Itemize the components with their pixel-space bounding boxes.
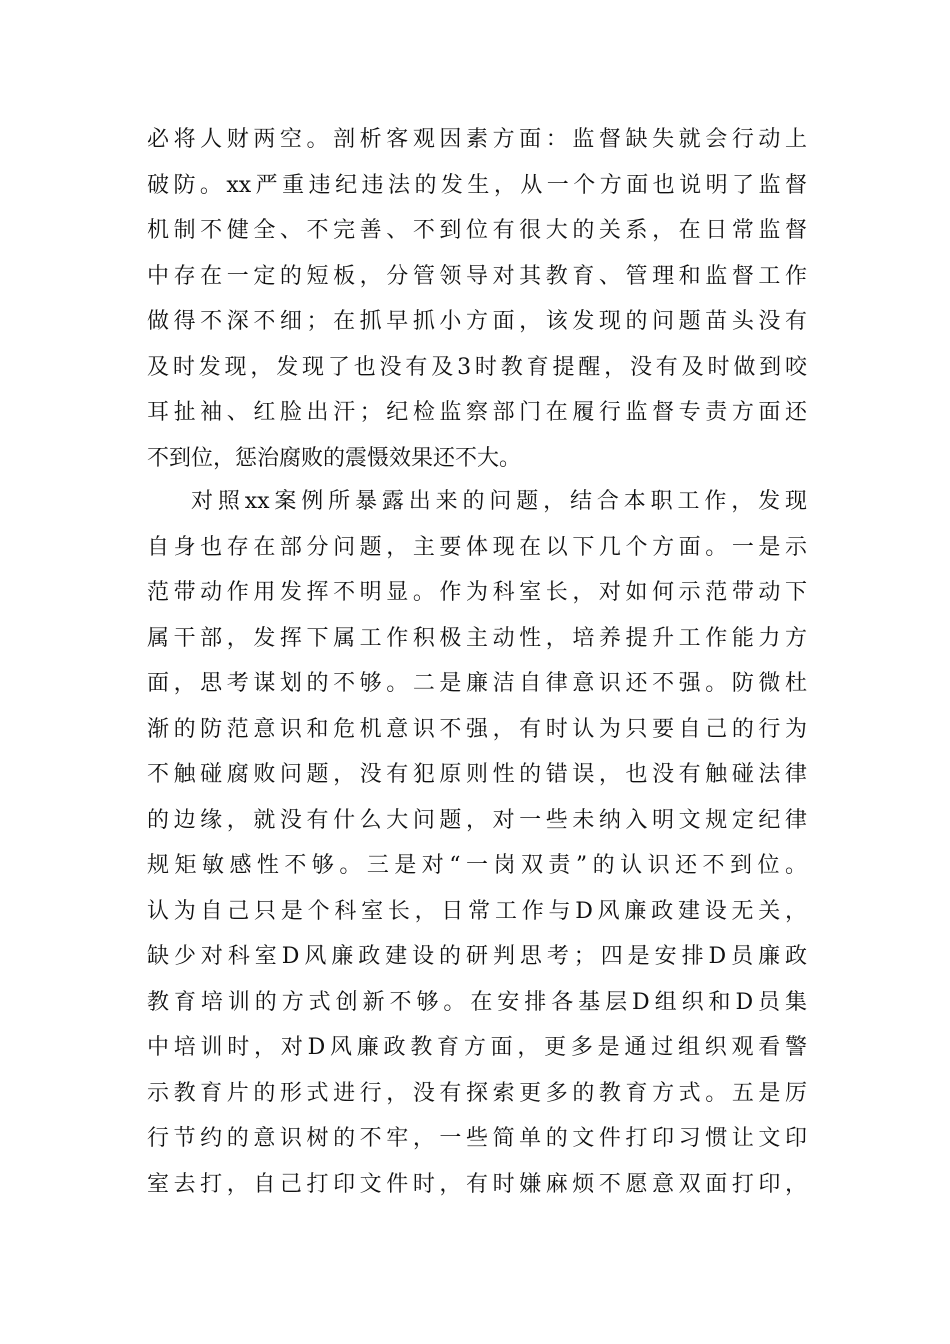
text-line: 面，思考谋划的不够。二是廉洁自律意识还不强。防微杜 <box>147 671 807 696</box>
text-line: 机制不健全、不完善、不到位有很大的关系，在日常监督 <box>147 218 807 243</box>
text-line: 不到位，惩治腐败的震慑效果还不大。 <box>147 445 522 471</box>
text-line: 教育培训的方式创新不够。在安排各基层D组织和D员集 <box>147 989 807 1015</box>
paragraph-1 <box>147 117 807 481</box>
text-line: 属干部，发挥下属工作积极主动性，培养提升工作能力方 <box>147 625 807 651</box>
text-line: 及时发现，发现了也没有及3时教育提醒，没有及时做到咬 <box>147 354 807 380</box>
text-line: 中培训时，对D风廉政教育方面，更多是通过组织观看警 <box>147 1035 807 1060</box>
text-line: 范带动作用发挥不明显。作为科室长，对如何示范带动下 <box>147 580 807 605</box>
text-line: 不触碰腐败问题，没有犯原则性的错误，也没有触碰法律 <box>147 762 807 787</box>
text-line: 室去打，自己打印文件时，有时嫌麻烦不愿意双面打印， <box>147 1171 807 1197</box>
text-line: 的边缘，就没有什么大问题，对一些未纳入明文规定纪律 <box>147 807 807 833</box>
text-line: 规矩敏感性不够。三是对“一岗双责”的认识还不到位。 <box>147 853 807 878</box>
text-line: 行节约的意识树的不牢，一些简单的文件打印习惯让文印 <box>147 1126 807 1151</box>
text-line: 缺少对科室D风廉政建设的研判思考；四是安排D员廉政 <box>147 944 807 969</box>
text-line: 对照xx案例所暴露出来的问题，结合本职工作，发现 <box>191 489 807 514</box>
text-line: 自身也存在部分问题，主要体现在以下几个方面。一是示 <box>147 534 807 560</box>
text-line: 耳扯袖、红脸出汗；纪检监察部门在履行监督专责方面还 <box>147 400 807 425</box>
text-line: 认为自己只是个科室长，日常工作与D风廉政建设无关， <box>147 898 807 924</box>
text-line: 破防。xx严重违纪违法的发生，从一个方面也说明了监督 <box>147 172 807 198</box>
text-line: 示教育片的形式进行，没有探索更多的教育方式。五是厉 <box>147 1080 807 1106</box>
paragraph-2 <box>147 479 807 1207</box>
text-line: 中存在一定的短板，分管领导对其教育、管理和监督工作 <box>147 263 807 289</box>
text-line: 渐的防范意识和危机意识不强，有时认为只要自己的行为 <box>147 716 807 742</box>
text-line: 做得不深不细；在抓早抓小方面，该发现的问题苗头没有 <box>147 309 807 334</box>
text-line: 必将人财两空。剖析客观因素方面：监督缺失就会行动上 <box>147 127 807 152</box>
